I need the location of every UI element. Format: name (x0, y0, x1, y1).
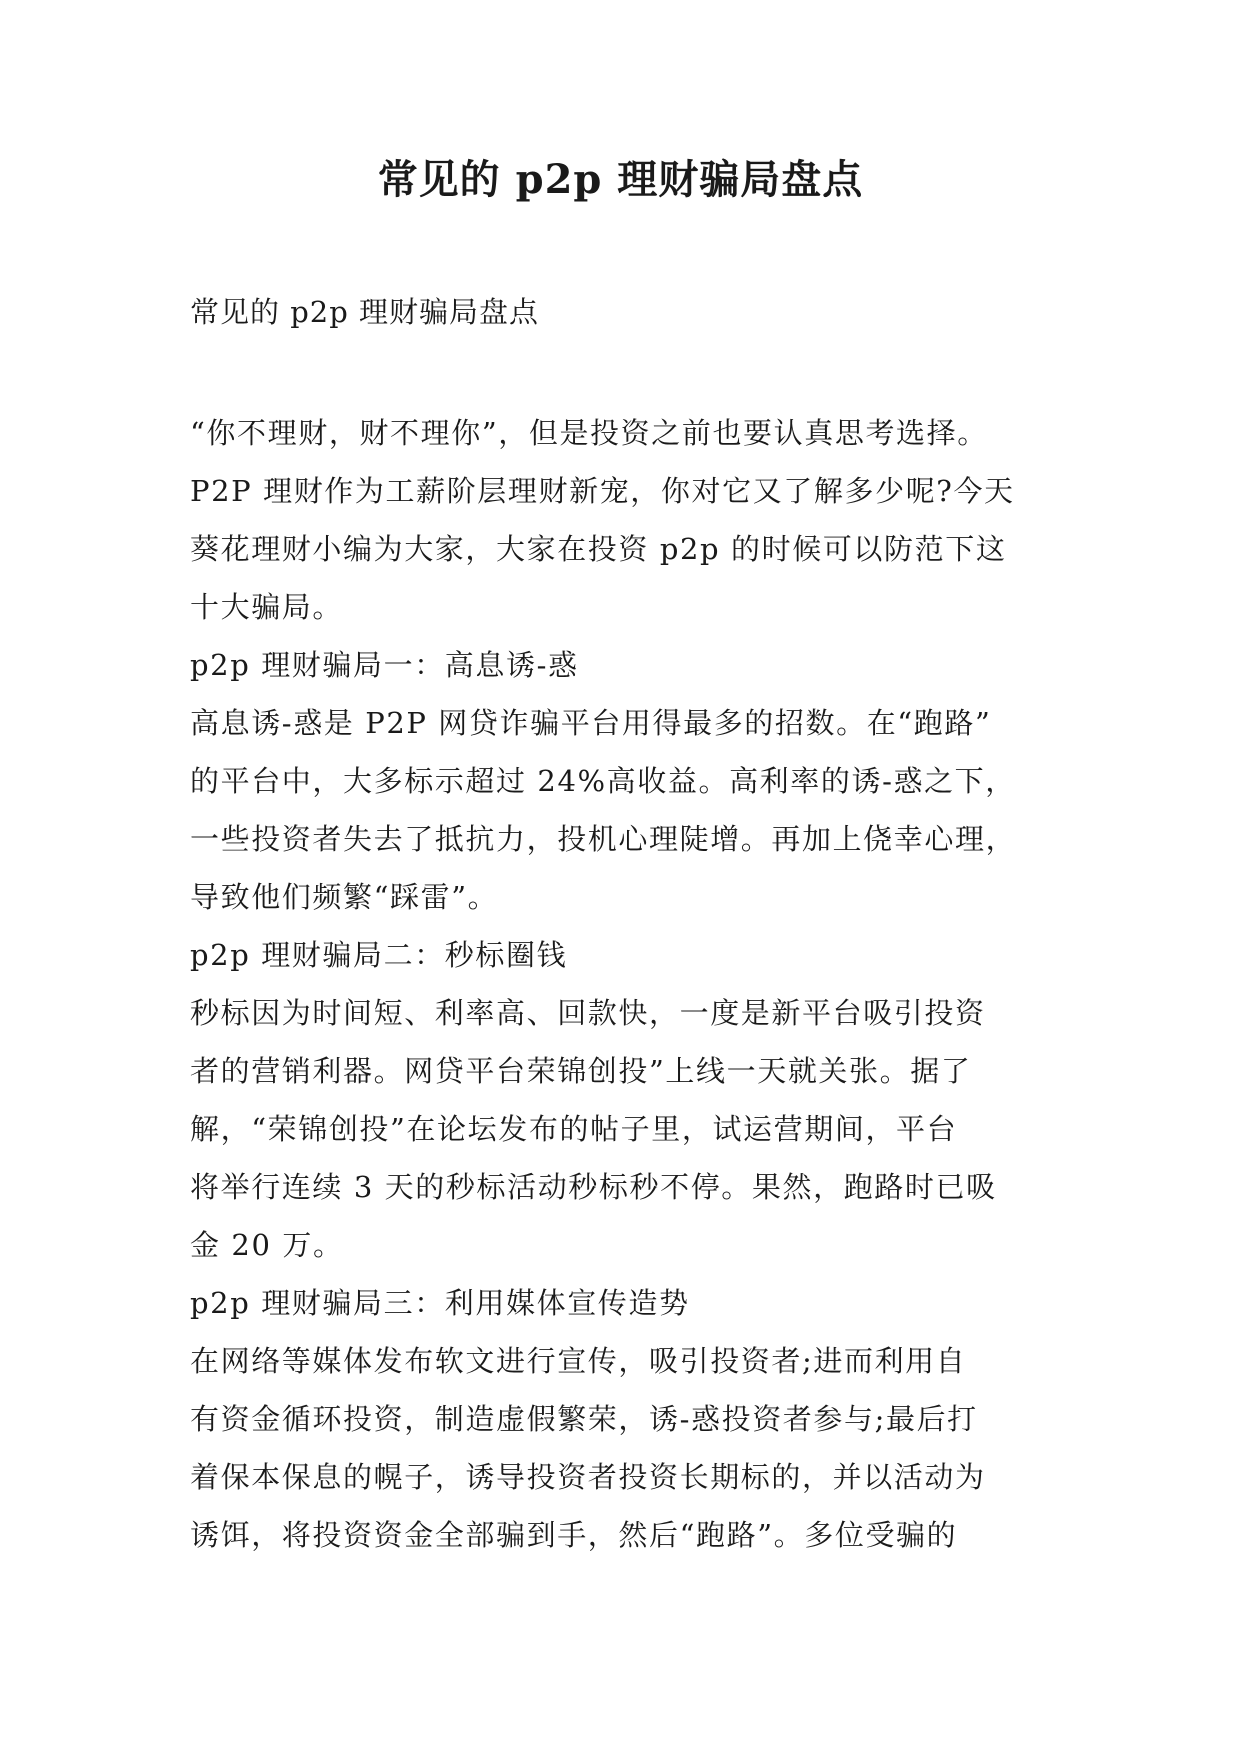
text-line: 有资金循环投资，制造虚假繁荣，诱-惑投资者参与;最后打 (190, 1402, 978, 1436)
text-line: 解，“荣锦创投”在论坛发布的帖子里，试运营期间，平台 (190, 1112, 958, 1146)
text-line: 金 20 万。 (190, 1228, 344, 1262)
text-line: 诱饵，将投资资金全部骗到手，然后“跑路”。多位受骗的 (190, 1518, 958, 1552)
text-line: 秒标因为时间短、利率高、回款快，一度是新平台吸引投资 (190, 996, 986, 1030)
text-line: 着保本保息的幌子，诱导投资者投资长期标的，并以活动为 (190, 1460, 986, 1494)
document-body (190, 404, 1060, 1564)
section-heading: p2p 理财骗局三：利用媒体宣传造势 (190, 1286, 690, 1320)
text-line: P2P 理财作为工薪阶层理财新宠，你对它又了解多少呢?今天 (190, 474, 1015, 508)
text-line: 一些投资者失去了抵抗力，投机心理陡增。再加上侥幸心理， (190, 822, 1017, 856)
text-line: 十大骗局。 (190, 590, 344, 624)
text-line: 导致他们频繁“踩雷”。 (190, 880, 499, 914)
document-subtitle: 常见的 p2p 理财骗局盘点 (190, 295, 540, 329)
section-heading: p2p 理财骗局一：高息诱-惑 (190, 648, 579, 682)
section-heading: p2p 理财骗局二：秒标圈钱 (190, 938, 568, 972)
document-title: 常见的 p2p 理财骗局盘点 (377, 156, 864, 203)
text-line: 在网络等媒体发布软文进行宣传，吸引投资者;进而利用自 (190, 1344, 967, 1378)
text-line: 高息诱-惑是 P2P 网贷诈骗平台用得最多的招数。在“跑路” (190, 706, 992, 740)
text-line: “你不理财，财不理你”，但是投资之前也要认真思考选择。 (190, 416, 988, 450)
text-line: 者的营销利器。网贷平台荣锦创投”上线一天就关张。据了 (190, 1054, 972, 1088)
text-line: 的平台中，大多标示超过 24%高收益。高利率的诱-惑之下， (190, 764, 1016, 798)
text-line: 葵花理财小编为大家，大家在投资 p2p 的时候可以防范下这 (190, 532, 1007, 566)
text-line: 将举行连续 3 天的秒标活动秒标秒不停。果然，跑路时已吸 (190, 1170, 997, 1204)
